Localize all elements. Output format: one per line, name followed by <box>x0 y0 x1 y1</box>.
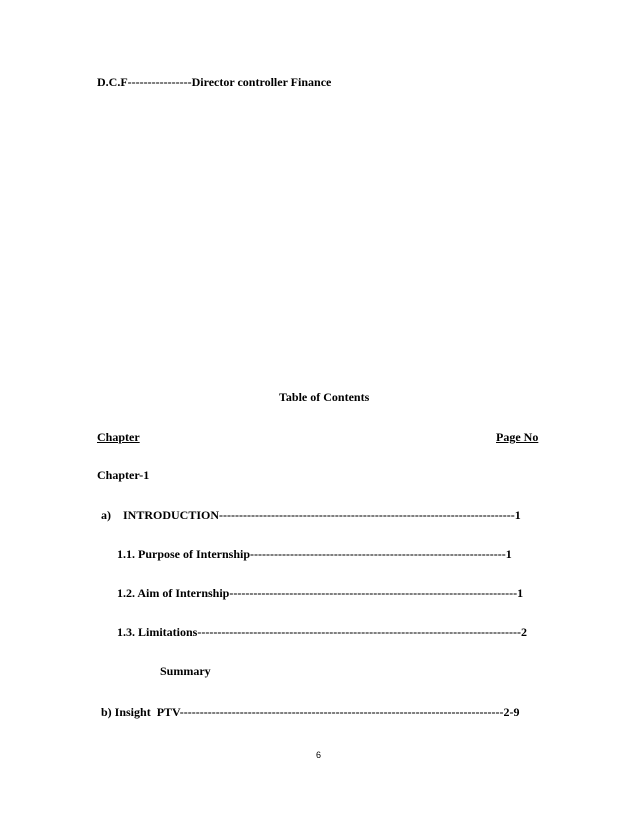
chapter-column-header: Chapter <box>97 430 140 444</box>
toc-entry-limitations: 1.3. Limitations---------------------------------------------------------------------------------2 <box>117 625 528 639</box>
toc-entry-introduction: a) INTRODUCTION--------------------------------------------------------------------------1 <box>101 508 521 522</box>
toc-entry-summary: Summary <box>160 664 211 678</box>
toc-entry-purpose: 1.1. Purpose of Internship----------------------------------------------------------------1 <box>117 547 512 561</box>
abbreviation-line: D.C.F----------------Director controller Finance <box>97 75 332 89</box>
page-no-column-header: Page No <box>496 430 539 444</box>
chapter-label: Chapter-1 <box>97 468 150 482</box>
toc-title: Table of Contents <box>279 390 370 404</box>
toc-entry-aim: 1.2. Aim of Internship------------------------------------------------------------------------1 <box>117 586 524 600</box>
toc-entry-insight-ptv: b) Insight PTV---------------------------------------------------------------------------------2-9 <box>101 705 520 719</box>
page-number: 6 <box>316 750 322 760</box>
